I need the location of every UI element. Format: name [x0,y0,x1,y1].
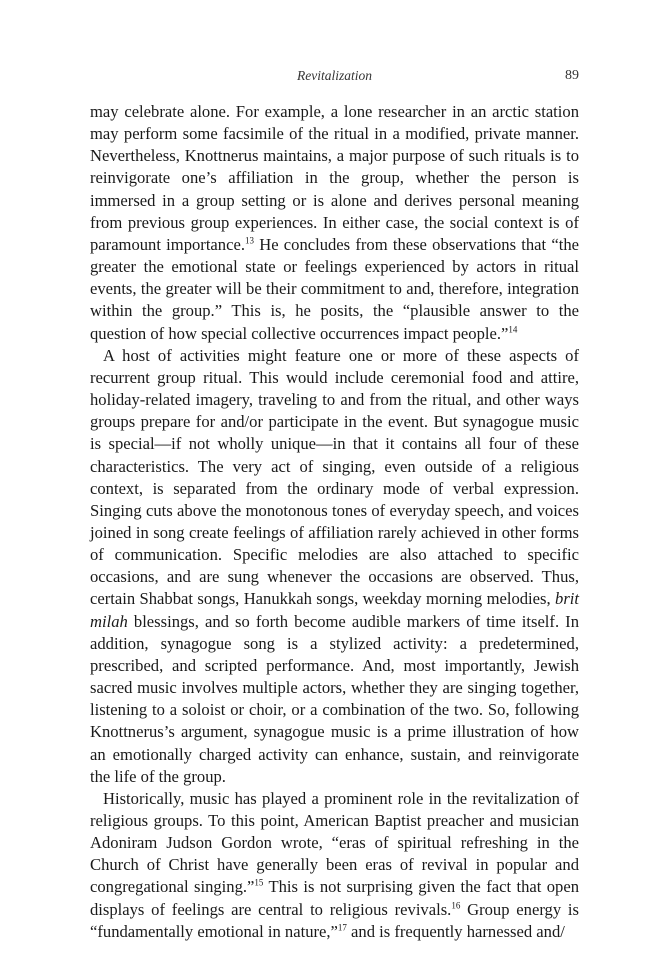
footnote-ref-17: 17 [337,922,347,933]
text-run: This is not surprising given the fact that open displays of feelings are central to religious revivals. [90,877,579,919]
text-run: Group energy is “fundamentally emotional in nature,” [90,899,579,941]
text-run: blessings, and so forth become audible markers of time itself. In addition, synagogue song is a stylized activity: a predetermined, prescribed, and scripted performance. And, most importantly, Jewish sacred music involves multiple actors, whether they are singing together, listening to a soloist or choir, or a combination of the two. So, following Knottnerus’s argument, synagogue music is a prime illustration of how an emotionally charged activity can enhance, sustain, and reinvigorate the life of the group. [90,611,579,786]
footnote-ref-14: 14 [508,324,518,335]
body-text [90,101,579,943]
paragraph-3 [90,788,579,943]
paragraph-2 [90,345,579,788]
text-run: He concludes from these observations that “the greater the emotional state or feelings experienced by actors in ritual events, the greater will be their commitment to and, therefore, integration within the group.” This is, he posits, the “plausible answer to the question of how special collective occurrences impact people.” [90,234,579,343]
text-run: and is frequently harnessed and/ [346,921,565,941]
page-header [90,68,579,88]
text-run: Historically, music has played a prominent role in the revitalization of religious groups. To this point, American Baptist preacher and musician Adoniram Judson Gordon wrote, “eras of spiritual refreshing in the Church of Christ have generally been eras of revival in popular and congregational singing.” [90,788,579,897]
footnote-ref-13: 13 [244,235,254,246]
running-head: Revitalization [297,68,372,83]
text-run: may celebrate alone. For example, a lone researcher in an arctic station may perform some facsimile of the ritual in a modified, private manner. Nevertheless, Knottnerus maintains, a major purpose of such rituals is to reinvigorate one’s affiliation in the group, whether the person is immersed in a group setting or is alone and derives personal meaning from previous group experiences. In either case, the social context is of paramount importance. [90,102,579,254]
text-run: A host of activities might feature one or more of these aspects of recurrent group ritual. This would include ceremonial food and attire, holiday-related imagery, traveling to and from the ritual, and other ways groups prepare for and/or participate in the event. But synagogue music is special—if not wholly unique—in that it contains all four of these characteristics. The very act of singing, even outside of a religious context, is separated from the ordinary mode of verbal expression. Singing cuts above the monotonous tones of everyday speech, and voices joined in song create feelings of affiliation rarely achieved in other forms of communication. Specific melodies are also attached to specific occasions, and are sung whenever the occasions are observed. Thus, certain Shabbat songs, Hanukkah songs, weekday morning melodies, [90,345,579,609]
footnote-ref-16: 16 [451,900,461,911]
footnote-ref-15: 15 [254,877,264,888]
paragraph-1 [90,101,579,345]
italic-term: brit milah [90,589,579,631]
page-number: 89 [565,68,579,83]
